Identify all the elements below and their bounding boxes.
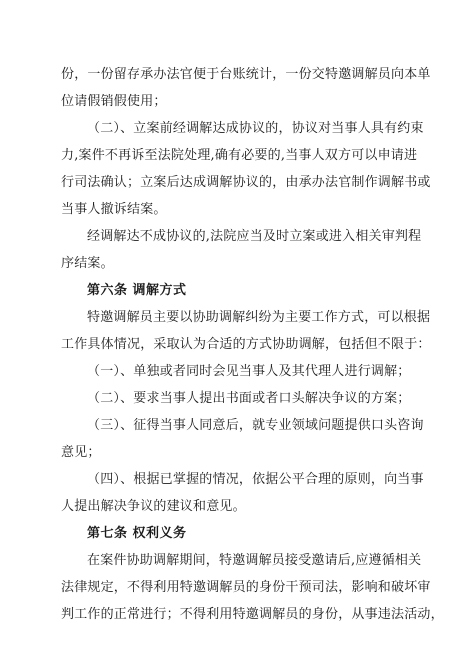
text-line: 工作具体情况，采取认为合适的方式协助调解，包括但不限于： <box>61 337 431 352</box>
paragraph-rights-obligations <box>61 547 444 628</box>
text-line: 在案件协助调解期间，特邀调解员接受邀请后,应遵循相关 <box>87 553 422 568</box>
list-item-4 <box>61 466 424 520</box>
list-item-1 <box>61 358 411 385</box>
text-line: 份，一份留存承办法官便于台账统计，一份交特邀调解员向本单 <box>61 67 431 82</box>
text-line: 特邀调解员主要以协助调解纠纷为主要工作方式，可以根据 <box>87 310 431 325</box>
text-line: 判工作的正常进行；不得利用特邀调解员的身份，从事违法活动， <box>61 607 444 622</box>
paragraph-no-agreement <box>61 223 422 277</box>
article-7-section <box>61 520 401 547</box>
text-line: 法律规定，不得利用特邀调解员的身份干预司法，影响和破坏审 <box>61 580 431 595</box>
text-line: 意见； <box>61 445 101 460</box>
text-line: 序结案。 <box>61 256 114 271</box>
text-line: （一）、单独或者同时会见当事人及其代理人进行调解； <box>87 364 411 379</box>
article-6-heading: 第六条 调解方式 <box>87 283 187 298</box>
text-line: （三）、征得当事人同意后，就专业领域问题提供口头咨询 <box>87 418 424 433</box>
text-line: 当事人撤诉结案。 <box>61 202 167 217</box>
list-item-2 <box>61 385 411 412</box>
paragraph-mediation-methods <box>61 304 431 358</box>
text-line: 人提出解决争议的建议和意见。 <box>61 499 246 514</box>
article-7-heading: 第七条 权利义务 <box>87 526 187 541</box>
paragraph-pre-filing-agreement <box>61 115 431 223</box>
text-line: （二）、要求当事人提出书面或者口头解决争议的方案； <box>87 391 411 406</box>
list-item-3 <box>61 412 424 466</box>
text-line: （四）、根据已掌握的情况，依据公平合理的原则，向当事 <box>87 472 424 487</box>
text-line: 经调解达不成协议的,法院应当及时立案或进入相关审判程 <box>87 229 422 244</box>
text-line: （二）、立案前经调解达成协议的，协议对当事人具有约束 <box>87 121 424 136</box>
text-line: 力,案件不再诉至法院处理,确有必要的,当事人双方可以申请进 <box>61 148 418 163</box>
article-6-section <box>61 277 401 304</box>
paragraph-leave-copy <box>61 61 431 115</box>
text-line: 位请假销假使用； <box>61 94 167 109</box>
text-line: 行司法确认；立案后达成调解协议的，由承办法官制作调解书或 <box>61 175 431 190</box>
